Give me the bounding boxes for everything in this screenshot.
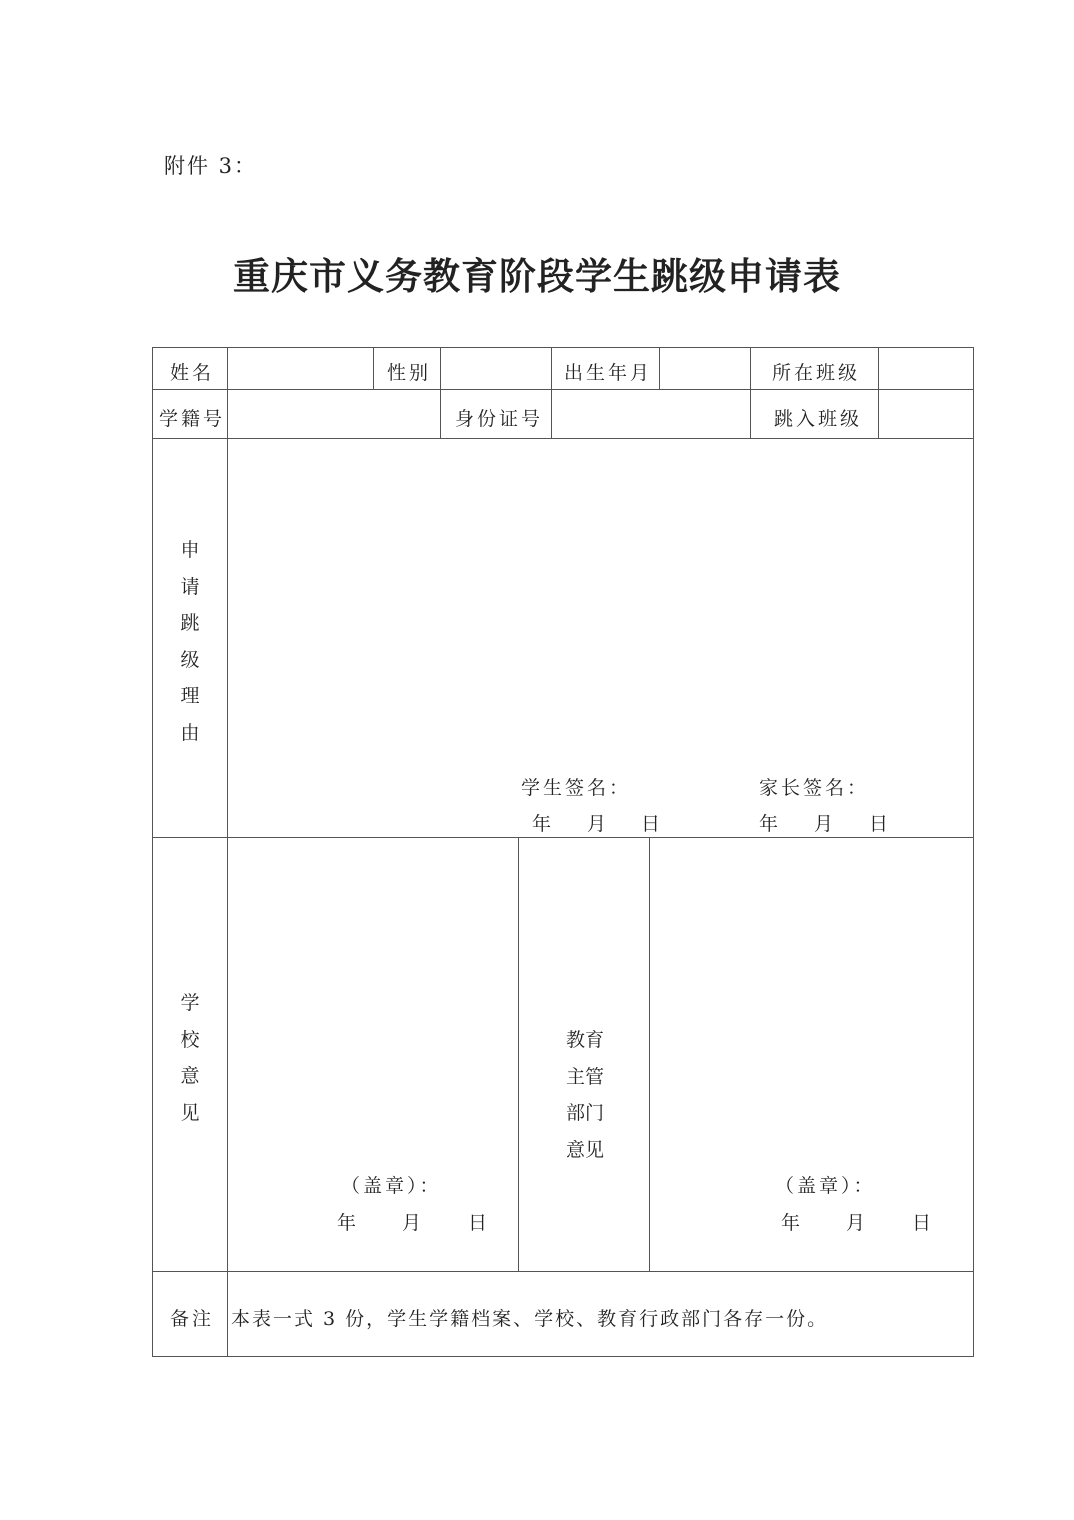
- reason-label-char: 由: [180, 721, 200, 744]
- class-label: 所在班级: [772, 362, 861, 384]
- school-day: 日: [468, 1212, 491, 1234]
- school-month: 月: [402, 1212, 425, 1234]
- row-divider: [152, 837, 974, 838]
- student-no-field[interactable]: [229, 391, 439, 437]
- student-sign-label: 学生签名：: [521, 777, 632, 799]
- school-opinion-label: [175, 985, 205, 1131]
- school-opinion-field[interactable]: [229, 839, 517, 1159]
- column-divider: [750, 347, 751, 389]
- school-label-char: 意: [180, 1065, 200, 1087]
- column-divider: [649, 837, 650, 1271]
- attachment-label: 附件 3：: [164, 154, 258, 178]
- parent-sign-month: 月: [814, 813, 837, 835]
- column-divider: [440, 347, 441, 389]
- column-divider: [750, 389, 751, 438]
- parent-sign-year: 年: [759, 813, 782, 835]
- edu-year: 年: [781, 1212, 804, 1234]
- edu-opinion-label: [560, 1022, 610, 1168]
- id-no-field[interactable]: [553, 391, 749, 437]
- edu-label-line: 教育: [565, 1029, 604, 1051]
- edu-seal-label: （盖章）：: [775, 1175, 876, 1197]
- student-sign-year: 年: [532, 813, 555, 835]
- gender-label: 性别: [387, 362, 432, 384]
- parent-sign-label: 家长签名：: [759, 777, 870, 799]
- reason-field[interactable]: [229, 440, 972, 770]
- row-divider: [152, 389, 974, 390]
- column-divider: [373, 347, 374, 389]
- reason-label-char: 理: [180, 685, 200, 707]
- school-label-char: 校: [180, 1028, 200, 1051]
- class-field[interactable]: [880, 349, 972, 388]
- school-label-char: 见: [180, 1101, 200, 1124]
- row-divider: [152, 438, 974, 439]
- target-class-field[interactable]: [880, 391, 972, 437]
- column-divider: [518, 837, 519, 1271]
- column-divider: [551, 389, 552, 438]
- column-divider: [878, 347, 879, 389]
- edu-opinion-field[interactable]: [651, 839, 972, 1159]
- row-divider: [152, 1271, 974, 1272]
- gender-field[interactable]: [442, 349, 550, 388]
- edu-month: 月: [846, 1212, 869, 1234]
- remark-label: 备注: [170, 1308, 215, 1330]
- parent-sign-day: 日: [869, 813, 892, 835]
- remark-text: 本表一式 3 份，学生学籍档案、学校、教育行政部门各存一份。: [231, 1308, 829, 1330]
- id-no-label: 身份证号: [455, 408, 544, 430]
- name-field[interactable]: [229, 349, 372, 388]
- column-divider: [878, 389, 879, 438]
- birth-label: 出生年月: [564, 362, 653, 384]
- name-label: 姓名: [170, 362, 215, 384]
- edu-day: 日: [912, 1212, 935, 1234]
- reason-label-char: 请: [180, 575, 200, 598]
- table-border-left: [152, 347, 153, 1357]
- reason-label-char: 申: [180, 539, 200, 561]
- school-seal-label: （盖章）：: [341, 1175, 442, 1197]
- school-year: 年: [337, 1212, 360, 1234]
- label-column-divider: [227, 347, 228, 1357]
- student-no-label: 学籍号: [159, 408, 226, 430]
- edu-label-line: 主管: [565, 1065, 604, 1088]
- student-sign-month: 月: [587, 813, 610, 835]
- column-divider: [440, 389, 441, 438]
- table-border-top: [152, 347, 974, 348]
- edu-label-line: 部门: [565, 1102, 604, 1124]
- table-border-right: [973, 347, 974, 1357]
- target-class-label: 跳入班级: [774, 408, 863, 430]
- reason-label-char: 级: [180, 648, 200, 671]
- birth-field[interactable]: [661, 349, 749, 388]
- reason-label: [175, 532, 205, 751]
- school-label-char: 学: [180, 992, 200, 1014]
- table-border-bottom: [152, 1356, 974, 1357]
- student-sign-day: 日: [641, 813, 664, 835]
- column-divider: [659, 347, 660, 389]
- form-title: 重庆市义务教育阶段学生跳级申请表: [233, 254, 841, 298]
- column-divider: [551, 347, 552, 389]
- edu-label-line: 意见: [565, 1138, 604, 1161]
- reason-label-char: 跳: [180, 612, 200, 634]
